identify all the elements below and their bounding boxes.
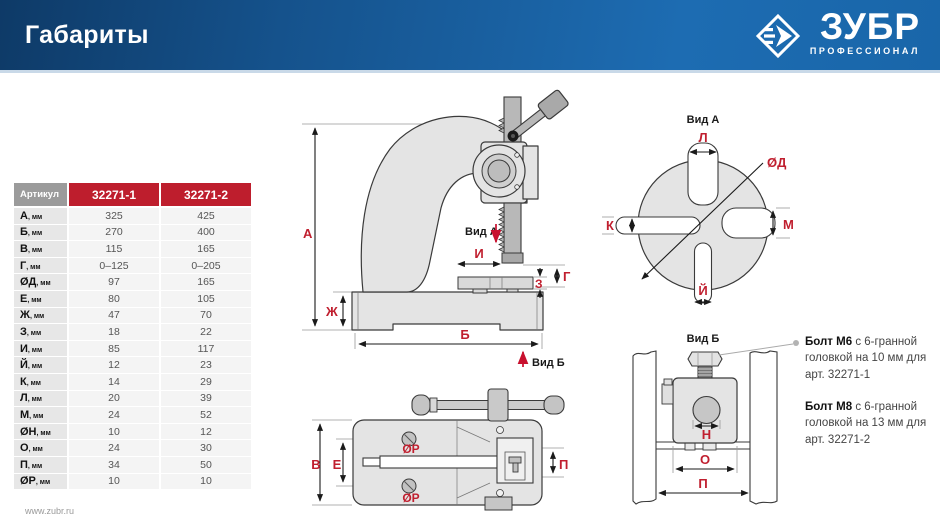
dim-unit: , мм — [29, 313, 45, 321]
value-32271-2: 50 — [161, 457, 251, 474]
value-32271-2: 117 — [161, 341, 251, 358]
brand-name: ЗУБР — [819, 6, 920, 47]
table-row — [14, 407, 251, 424]
dim-unit: , мм — [36, 429, 51, 437]
value-32271-1: 24 — [69, 407, 159, 424]
channel-wall-right — [750, 351, 777, 504]
dim-letter: М — [20, 408, 30, 421]
dim-label-cell — [14, 225, 67, 242]
dim-label-cell — [14, 274, 67, 291]
dim-letter: Л — [20, 392, 28, 405]
dim-label-b: Б — [460, 327, 470, 342]
dim-label-cell — [14, 241, 67, 258]
dim-label-i: И — [474, 246, 484, 261]
dim-label-cell — [14, 258, 67, 275]
dim-label-cell — [14, 324, 67, 341]
work-plate — [458, 277, 533, 289]
value-32271-2: 425 — [161, 208, 251, 225]
value-32271-1: 12 — [69, 357, 159, 374]
handle-knob-left — [412, 395, 430, 415]
dim-letter: Г — [20, 259, 27, 272]
dim-label-cell — [14, 308, 67, 325]
value-32271-2: 105 — [161, 291, 251, 308]
value-32271-2: 70 — [161, 308, 251, 325]
dim-unit: , мм — [26, 379, 41, 387]
table-row — [14, 241, 251, 258]
table-row — [14, 208, 251, 225]
value-32271-2: 22 — [161, 324, 251, 341]
table-row — [14, 291, 251, 308]
zubr-diamond-icon — [755, 13, 801, 59]
view-a-title: Вид А — [686, 114, 720, 126]
dim-letter: ØН — [20, 425, 37, 438]
header-bar — [0, 0, 940, 73]
plate-view-drawing — [600, 95, 850, 315]
slot-right — [722, 208, 775, 238]
handle-knob-right — [544, 396, 564, 414]
value-32271-1: 85 — [69, 341, 159, 358]
dim-letter: А — [20, 209, 28, 222]
dim-label-o: О — [699, 452, 711, 467]
bolt-note-bold: Болт М8 — [805, 400, 853, 413]
table-row — [14, 457, 251, 474]
value-32271-1: 47 — [69, 308, 159, 325]
value-32271-1: 10 — [69, 424, 159, 441]
dim-letter: Е — [20, 292, 28, 305]
dim-label-p: П — [559, 457, 569, 472]
col-header-32271-1: 32271-1 — [69, 183, 159, 206]
dim-label-k: К — [606, 218, 614, 233]
value-32271-2: 0–205 — [161, 258, 251, 275]
value-32271-1: 0–125 — [69, 258, 159, 275]
value-32271-1: 80 — [69, 291, 159, 308]
dim-label-cell — [14, 374, 67, 391]
value-32271-2: 400 — [161, 225, 251, 242]
dim-label-cell — [14, 208, 67, 225]
bolt-note-text: с 6-гранной головкой на 10 мм для арт. 32271-1 — [805, 336, 927, 381]
value-32271-2: 10 — [161, 474, 251, 491]
dim-label-cell — [14, 357, 67, 374]
dim-label-v: В — [311, 457, 321, 472]
brand-logo — [755, 6, 920, 59]
table-row — [14, 357, 251, 374]
value-32271-1: 14 — [69, 374, 159, 391]
dim-label-cell — [14, 424, 67, 441]
value-32271-1: 270 — [69, 225, 159, 242]
dim-letter: В — [20, 242, 28, 255]
dim-unit: , мм — [27, 346, 43, 354]
footer-url: www.zubr.ru — [25, 506, 75, 516]
dim-unit: , мм — [26, 329, 42, 337]
dim-label-cell — [14, 440, 67, 457]
slot-left — [616, 217, 700, 234]
table-row — [14, 274, 251, 291]
dim-unit: , мм — [27, 246, 43, 254]
dim-label-r1: ØР — [402, 442, 420, 456]
dim-unit: , мм — [27, 396, 42, 404]
value-32271-2: 165 — [161, 274, 251, 291]
table-row — [14, 225, 251, 242]
value-32271-1: 24 — [69, 440, 159, 457]
table-row — [14, 308, 251, 325]
dim-unit: , мм — [27, 462, 43, 470]
block-hole — [693, 397, 720, 424]
bolt-notes — [805, 334, 935, 464]
dim-letter: З — [20, 325, 27, 338]
bolt-view-drawing — [625, 330, 810, 520]
value-32271-2: 39 — [161, 391, 251, 408]
value-32271-1: 10 — [69, 474, 159, 491]
dim-label-cell — [14, 341, 67, 358]
value-32271-1: 18 — [69, 324, 159, 341]
dim-letter: П — [20, 458, 28, 471]
table-row — [14, 374, 251, 391]
dim-letter: ØР — [20, 475, 36, 488]
table-row — [14, 258, 251, 275]
press-base — [352, 292, 543, 330]
value-32271-2: 12 — [161, 424, 251, 441]
page-title: Габариты — [25, 21, 149, 49]
value-32271-2: 52 — [161, 407, 251, 424]
leader-dot — [793, 340, 799, 346]
value-32271-1: 97 — [69, 274, 159, 291]
bolt-note — [805, 399, 935, 448]
dim-label-cell — [14, 474, 67, 491]
dim-label-zh: Ж — [326, 304, 338, 319]
dim-label-l: Л — [698, 130, 708, 145]
dim-unit: , мм — [35, 479, 51, 487]
shaft — [380, 456, 497, 468]
dim-unit: , мм — [27, 296, 42, 304]
dim-letter: Ж — [20, 309, 30, 322]
dim-label-cell — [14, 391, 67, 408]
value-32271-1: 20 — [69, 391, 159, 408]
dim-letter: И — [20, 342, 28, 355]
side-view-drawing — [295, 85, 580, 385]
dim-unit: , мм — [29, 412, 44, 420]
value-32271-2: 30 — [161, 440, 251, 457]
pinion-housing — [488, 389, 508, 421]
dim-label-z: З — [535, 277, 543, 291]
dim-label-y: Й — [698, 283, 708, 298]
dim-unit: , мм — [26, 263, 41, 271]
brand-subtitle: ПРОФЕССИОНАЛ — [809, 46, 920, 57]
table-row — [14, 341, 251, 358]
dim-letter: К — [20, 375, 27, 388]
value-32271-1: 115 — [69, 241, 159, 258]
table-row — [14, 424, 251, 441]
bolt-hex-head — [688, 352, 722, 366]
value-32271-1: 34 — [69, 457, 159, 474]
bolt-note-text: с 6-гранной головкой на 13 мм для арт. 32271-2 — [805, 400, 927, 446]
dim-label-cell — [14, 291, 67, 308]
value-32271-1: 325 — [69, 208, 159, 225]
dim-letter: О — [20, 442, 29, 455]
dim-label-cell — [14, 457, 67, 474]
dim-unit: , мм — [36, 280, 51, 288]
table-row — [14, 391, 251, 408]
view-b-title: Вид Б — [686, 333, 720, 345]
dim-letter: Й — [20, 359, 28, 372]
dim-label-n: Н — [701, 427, 712, 442]
view-b-label: Вид Б — [532, 357, 565, 369]
dim-label-a: А — [303, 226, 313, 241]
dim-label-m: М — [783, 217, 794, 232]
table-row — [14, 474, 251, 491]
base-top-view-drawing — [300, 385, 590, 525]
dim-label-cell — [14, 407, 67, 424]
shaft-end — [363, 458, 380, 466]
view-a-label: Вид А — [465, 226, 498, 238]
dim-label-e: Е — [332, 457, 342, 472]
table-row — [14, 324, 251, 341]
dim-letter: ØД — [20, 276, 37, 289]
channel-wall-left — [633, 351, 656, 504]
dim-unit: , мм — [27, 363, 43, 371]
dimensions-table — [14, 183, 251, 490]
dim-label-g: Г — [563, 269, 571, 284]
bolt-note — [805, 334, 935, 383]
dim-label-p2: П — [698, 476, 708, 491]
col-header-article: Артикул — [14, 183, 67, 206]
dim-label-d: ØД — [767, 155, 787, 170]
bolt-note-bold: Болт М6 — [805, 336, 853, 348]
dim-label-r2: ØР — [402, 491, 420, 505]
dim-unit: , мм — [27, 213, 43, 221]
table-row — [14, 440, 251, 457]
table-header-row — [14, 183, 251, 206]
dim-unit: , мм — [28, 446, 43, 454]
value-32271-2: 165 — [161, 241, 251, 258]
value-32271-2: 29 — [161, 374, 251, 391]
col-header-32271-2: 32271-2 — [161, 183, 251, 206]
dim-letter: Б — [20, 226, 28, 239]
value-32271-2: 23 — [161, 357, 251, 374]
dim-unit: , мм — [27, 230, 43, 238]
